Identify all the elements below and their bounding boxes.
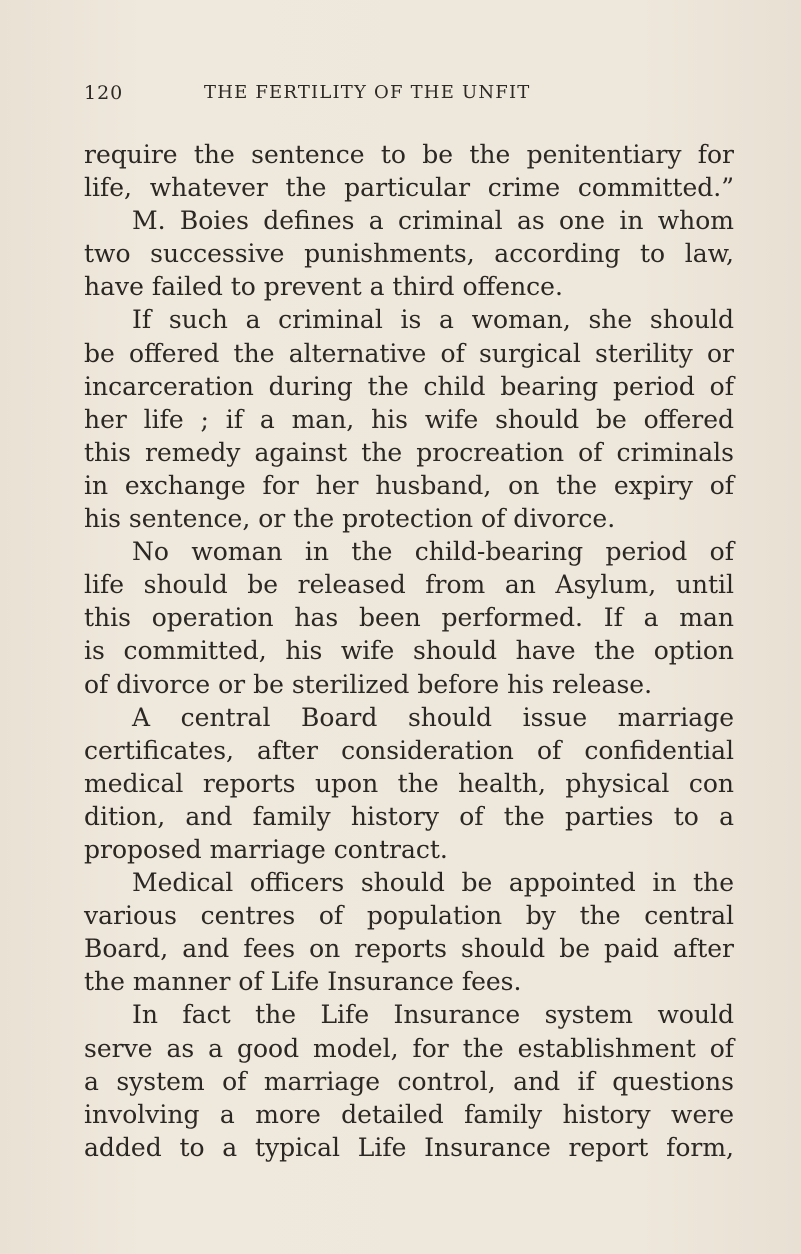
text-line: her life ; if a man, his wife should be offered: [84, 404, 734, 434]
text-line: this remedy against the procreation of criminals: [84, 437, 734, 467]
text-line: medical reports upon the health, physical con: [84, 768, 734, 798]
text-line: A central Board should issue marriage: [132, 702, 734, 732]
text-line: involving a more detailed family history were: [84, 1099, 734, 1129]
text-line: be offered the alternative of surgical sterility or: [84, 338, 734, 368]
text-line: added to a typical Life Insurance report form,: [84, 1132, 734, 1162]
text-line: In fact the Life Insurance system would: [132, 1000, 734, 1030]
text-line: Board, and fees on reports should be paid after: [84, 934, 734, 964]
text-line: is committed, his wife should have the option: [84, 636, 734, 666]
text-line: this operation has been performed. If a man: [84, 603, 734, 633]
text-line: various centres of population by the central: [84, 901, 734, 931]
text-line: certificates, after consideration of confidential: [84, 735, 734, 765]
body-text: [84, 138, 734, 1164]
text-line: Medical officers should be appointed in the: [132, 868, 734, 898]
text-line: a system of marriage control, and if questions: [84, 1066, 734, 1096]
text-line: life, whatever the particular crime committed.”: [84, 173, 734, 203]
running-title: THE FERTILITY OF THE UNFIT: [204, 82, 531, 103]
page-header: [84, 82, 724, 112]
text-line: life should be released from an Asylum, until: [84, 570, 734, 600]
text-line: M. Boies defines a criminal as one in whom: [132, 206, 734, 236]
text-line: require the sentence to be the penitentiary for: [84, 140, 734, 169]
text-line: in exchange for her husband, on the expiry of: [84, 470, 734, 500]
text-line: two successive punishments, according to law,: [84, 239, 734, 269]
text-line: proposed marriage contract.: [84, 834, 448, 864]
text-line: his sentence, or the protection of divorce.: [84, 504, 616, 534]
text-line: No woman in the child-bearing period of: [132, 537, 734, 567]
text-line: If such a criminal is a woman, she should: [132, 305, 734, 335]
text-line: incarceration during the child bearing period of: [84, 371, 734, 401]
text-line: dition, and family history of the parties to a: [84, 801, 734, 831]
text-line: of divorce or be sterilized before his release.: [84, 669, 653, 699]
text-line: serve as a good model, for the establishment of: [84, 1033, 734, 1063]
text-line: have failed to prevent a third offence.: [84, 272, 563, 302]
page-number: 120: [84, 82, 124, 104]
text-line: the manner of Life Insurance fees.: [84, 967, 522, 997]
